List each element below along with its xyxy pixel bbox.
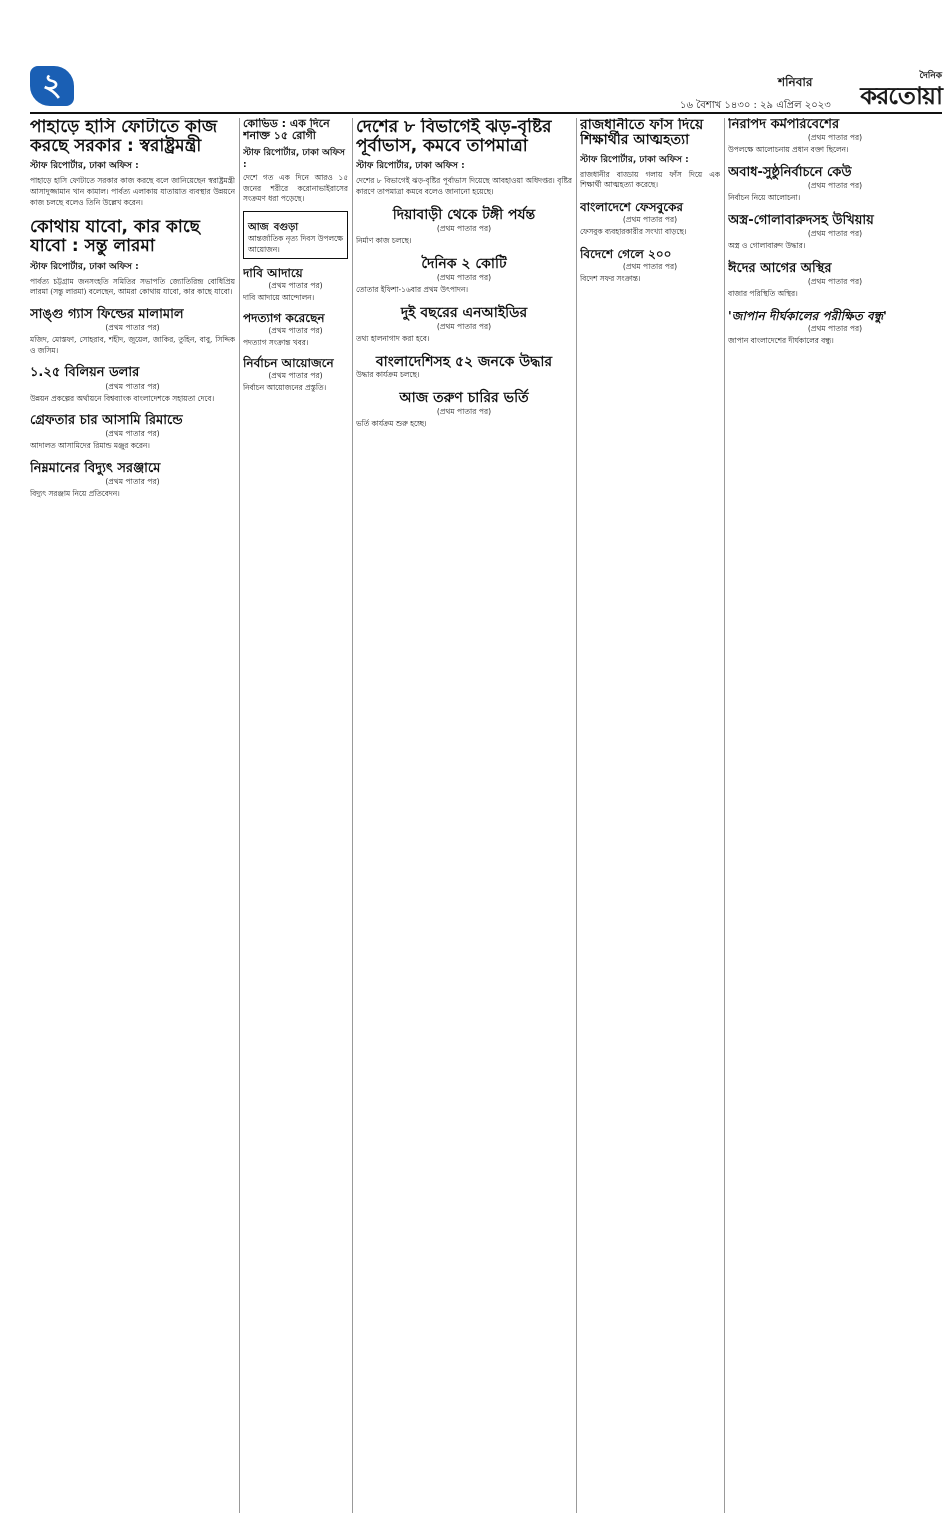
story-abroad-200	[580, 248, 720, 285]
story-demand	[243, 267, 348, 304]
box-body: আন্তর্জাতিক নৃত্য দিবস উপলক্ষে আয়োজন।	[248, 233, 343, 254]
story-body: ফেসবুক ব্যবহারকারীর সংখ্যা বাড়ছে।	[580, 227, 687, 237]
box-title: বগুড়া	[273, 221, 299, 233]
story-weather	[356, 118, 572, 198]
story-sangu-gas	[30, 308, 235, 356]
story-body: পার্বত্য চট্টগ্রাম জনসংহতি সমিতির সভাপতি জ্যোতিরিন্দ্র বোধিপ্রিয় লারমা (সন্তু লারমা) বলেছেন, আমরা কোথায় যাবো, কার কাছে যাবো।	[30, 276, 235, 297]
headline: কোভিড : এক দিনে শনাক্ত ১৫ রোগী	[243, 118, 330, 143]
headline: দুই বছরের এনআইডির	[400, 304, 528, 321]
story-rescue-52	[356, 355, 572, 381]
story-facebook	[580, 201, 720, 238]
headline: ঈদের আগের অস্থির	[728, 260, 832, 276]
headline: বাংলাদেশে ফেসবুকের	[580, 199, 684, 214]
date-line: ১৬ বৈশাখ ১৪৩০ : ২৯ এপ্রিল ২০২৩	[680, 100, 831, 111]
story-safe-workplace	[728, 118, 942, 156]
headline: বাংলাদেশিসহ ৫২ জনকে উদ্ধার	[375, 353, 553, 370]
column-separator	[724, 118, 725, 1513]
column-5	[728, 118, 942, 1513]
story-body: রাজধানীর বাড্ডায় গলায় ফাঁস দিয়ে এক শিক্ষার্থী আত্মহত্যা করেছে।	[580, 169, 720, 190]
continuation-note: (প্রথম পাতার পর)	[105, 323, 160, 333]
newspaper-logo	[832, 68, 942, 109]
story-body: নির্মাণ কাজ চলছে।	[356, 235, 412, 245]
headline: নির্বাচন আয়োজনে	[243, 355, 334, 370]
continuation-note: (প্রথম পাতার পর)	[105, 429, 160, 439]
story-body: মজিদ, মোস্তফা, সোহরাব, শহীদ, জুয়েল, জাকির, তুহিন, বাবু, সিদ্দিক ও জসিম।	[30, 335, 235, 355]
continuation-note: (প্রথম পাতার পর)	[622, 215, 678, 225]
headline: দিয়াবাড়ী থেকে টঙ্গী পর্যন্ত	[392, 206, 536, 223]
story-body: বিদ্যুৎ সরঞ্জাম নিয়ে প্রতিবেদন।	[30, 489, 120, 499]
masthead	[0, 0, 945, 111]
byline: স্টাফ রিপোর্টার, ঢাকা অফিস :	[356, 161, 465, 172]
story-body: জাপান বাংলাদেশের দীর্ঘকালের বন্ধু।	[728, 335, 834, 345]
continuation-note: (প্রথম পাতার পর)	[268, 281, 323, 291]
story-body: আদালত আসামিদের রিমান্ড মঞ্জুর করেন।	[30, 441, 150, 451]
story-nid	[356, 306, 572, 345]
story-body: দেশের ৮ বিভাগেই ঝড়-বৃষ্টির পূর্বাভাস দিয়েছে আবহাওয়া অধিদপ্তর। বৃষ্টির কারণে তাপমাত্রা কমবে বলেও জানানো হয়েছে।	[356, 176, 572, 196]
story-power-equipment	[30, 462, 235, 500]
story-ukhiya-arms	[728, 214, 942, 252]
continuation-note: (প্রথম পাতার পর)	[436, 223, 492, 233]
column-2	[243, 118, 348, 1513]
continuation-note: (প্রথম পাতার পর)	[105, 381, 160, 391]
continuation-note: (প্রথম পাতার পর)	[268, 326, 323, 336]
story-santu-larma	[30, 218, 235, 298]
headline: রাজধানীতে ফাঁস দিয়ে শিক্ষার্থীর আত্মহত্যা	[580, 118, 704, 149]
headline: নিম্নমানের বিদ্যুৎ সরঞ্জামে	[30, 460, 161, 476]
headline: দৈনিক ২ কোটি	[421, 255, 507, 272]
headline: অবাধ-সুষ্ঠুনির্বাচনে কেউ	[728, 164, 852, 180]
story-body: নির্বাচন আয়োজনের প্রস্তুতি।	[243, 382, 327, 392]
continuation-note: (প্রথম পাতার পর)	[807, 323, 863, 333]
story-eid-market	[728, 262, 942, 300]
box-label: আজ	[248, 221, 269, 233]
logo-big-text: করতোয়া	[860, 82, 942, 110]
continuation-note: (প্রথম পাতার পর)	[807, 133, 863, 143]
continuation-note: (প্রথম পাতার পর)	[807, 276, 863, 286]
top-rule	[30, 112, 942, 114]
headline: সাঙ্গু গ্যাস ফিল্ডের মালামাল	[30, 306, 184, 322]
continuation-note: (প্রথম পাতার পর)	[268, 370, 323, 380]
headline: কোথায় যাবো, কার কাছে যাবো : সন্তু লারমা	[30, 217, 200, 256]
story-suicide	[580, 118, 720, 191]
story-body: উদ্ধার কার্যক্রম চলছে।	[356, 369, 420, 379]
story-admission	[356, 391, 572, 430]
story-body: দাবি আদায়ে আন্দোলন।	[243, 293, 315, 303]
headline: পাহাড়ে হাসি ফোটাতে কাজ করছে সরকার : স্বরাষ্ট্রমন্ত্রী	[30, 118, 218, 156]
today-bogura-box	[243, 211, 348, 259]
story-japan-friend	[728, 310, 942, 347]
story-home-minister	[30, 118, 235, 208]
column-separator	[239, 118, 240, 1513]
byline: স্টাফ রিপোর্টার, ঢাকা অফিস :	[243, 148, 345, 171]
story-covid	[243, 118, 348, 205]
story-remand	[30, 414, 235, 452]
byline: স্টাফ রিপোর্টার, ঢাকা অফিস :	[580, 154, 689, 165]
headline: দাবি আদায়ে	[243, 266, 303, 281]
headline: পদত্যাগ করেছেন	[243, 310, 325, 325]
story-election	[243, 357, 348, 394]
byline: স্টাফ রিপোর্টার, ঢাকা অফিস :	[30, 161, 139, 172]
story-body: উপলক্ষে আলোচনায় প্রধান বক্তা ছিলেন।	[728, 145, 849, 155]
headline: আজ তরুণ চারির ভর্তি	[399, 389, 529, 406]
story-body: বিদেশ সফর সংক্রান্ত।	[580, 273, 641, 283]
byline: স্টাফ রিপোর্টার, ঢাকা অফিস :	[30, 261, 139, 272]
headline: নিরাপদ কর্মপরিবেশের	[728, 118, 840, 132]
continuation-note: (প্রথম পাতার পর)	[436, 272, 492, 282]
headline: বিদেশে গেলে ২০০	[580, 246, 672, 261]
story-body: অস্ত্র ও গোলাবারুদ উদ্ধার।	[728, 241, 806, 251]
continuation-note: (প্রথম পাতার পর)	[436, 321, 492, 331]
story-daily-2-crore	[356, 257, 572, 296]
column-separator	[576, 118, 577, 1513]
column-4	[580, 118, 720, 1513]
story-body: দেশে গত এক দিনে আরও ১৫ জনের শরীরে করোনাভাইরাসের সংক্রমণ ধরা পড়েছে।	[243, 173, 348, 204]
continuation-note: (প্রথম পাতার পর)	[807, 181, 863, 191]
story-resigned	[243, 312, 348, 349]
continuation-note: (প্রথম পাতার পর)	[622, 261, 678, 271]
headline: গ্রেফতার চার আসামি রিমান্ডে	[30, 413, 183, 429]
story-body: তথ্য হালনাগাদ করা হবে।	[356, 333, 430, 343]
story-body: বাজার পরিস্থিতি অস্থির।	[728, 288, 798, 298]
story-body: উন্নয়ন প্রকল্পের অর্থায়নে বিশ্বব্যাংক বাংলাদেশকে সহায়তা দেবে।	[30, 393, 215, 403]
story-body: তোতার ইফিশা-১৬বার প্রথম উৎপাদন।	[356, 284, 468, 294]
headline: দেশের ৮ বিভাগেই ঝড়-বৃষ্টির পূর্বাভাস, কমবে তাপমাত্রা	[356, 118, 552, 156]
continuation-note: (প্রথম পাতার পর)	[436, 406, 492, 416]
story-body: পাহাড়ে হাসি ফোটাতে সরকার কাজ করছে বলে জানিয়েছেন স্বরাষ্ট্রমন্ত্রী আসাদুজ্জামান খান কামাল। পার্বত্য এলাকায় যাতায়াত ব্যবস্থার উন্নয়নে কাজ চলছে বলেও তিনি উল্লেখ করেন।	[30, 176, 235, 207]
column-3	[356, 118, 572, 1513]
story-body: নির্বাচন নিয়ে আলোচনা।	[728, 193, 801, 203]
story-diabari-tongi	[356, 208, 572, 247]
story-free-fair-election	[728, 166, 942, 204]
continuation-note: (প্রথম পাতার পর)	[105, 477, 160, 487]
continuation-note: (প্রথম পাতার পর)	[807, 229, 863, 239]
column-separator	[352, 118, 353, 1513]
headline: অস্ত্র-গোলাবারুদসহ উখিয়ায়	[728, 212, 874, 228]
story-body: ভর্তি কার্যক্রম শুরু হচ্ছে।	[356, 418, 427, 428]
story-billion-dollar	[30, 366, 235, 404]
headline: ১.২৫ বিলিয়ন ডলার	[30, 365, 140, 381]
story-body: পদত্যাগ সংক্রান্ত খবর।	[243, 338, 309, 348]
column-1	[30, 118, 235, 1513]
page-number-badge: ২	[30, 66, 74, 106]
headline: 'জাপান দীর্ঘকালের পরীক্ষিত বন্ধু'	[728, 308, 887, 323]
weekday: শনিবার	[778, 75, 813, 89]
logo-small-text: দৈনিক	[919, 71, 942, 81]
